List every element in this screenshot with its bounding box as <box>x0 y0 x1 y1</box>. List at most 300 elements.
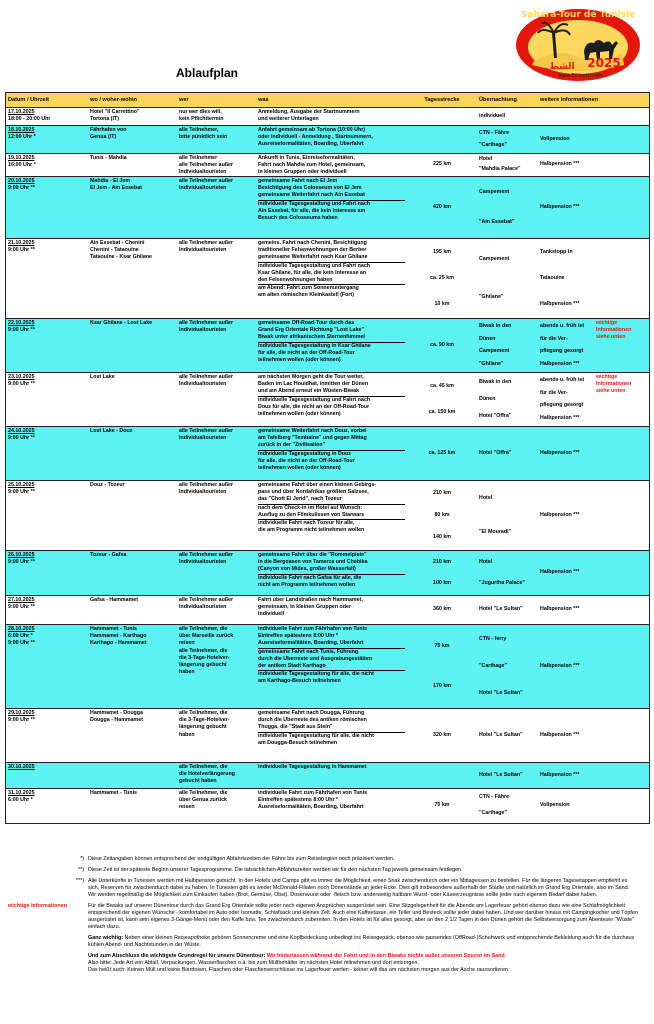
cell-line: Tunis - Mahdia <box>90 155 127 161</box>
activity-cell <box>256 481 407 550</box>
cell-line: Biwak unter afrikanischem Sternenhimmel <box>258 334 405 342</box>
overnight-cell <box>477 319 538 372</box>
cell-line: gemeinsame Fahrt über die "Rommelpiste" <box>258 552 367 558</box>
info-cell <box>538 763 651 788</box>
cell-line: Tozeur - Gafsa <box>90 552 127 558</box>
info-main <box>540 155 649 175</box>
cell-line: Halbpension *** <box>540 731 580 738</box>
distance-cell <box>407 709 477 762</box>
cell-line: Besuch des Colosseums haben <box>258 215 338 222</box>
overnight-cell <box>477 177 538 238</box>
info-main <box>540 109 649 124</box>
cell-line: ca. 150 km <box>428 408 456 415</box>
cell-line: Halbpension *** <box>540 606 580 613</box>
cell-line: 30.10.2025 <box>8 764 35 770</box>
cell-line: Ausreiseformalitäten, Boarding, Überfahrt <box>258 141 364 148</box>
cell-line: 9:00 Uhr ** <box>8 640 35 647</box>
cell-line: Informationen <box>596 381 632 388</box>
cell-line: oder individuell - Anmeldung , Startnummern, <box>258 134 373 141</box>
cell-line: Ksar Ghilane, für alle, die kein Interesse an <box>258 269 367 276</box>
cell-line: für die Ver- <box>540 335 568 342</box>
date-cell <box>6 481 88 550</box>
cell-line: gemeinsame Fahrt nach El Jem <box>258 178 338 184</box>
distance-cell <box>407 551 477 595</box>
cell-line: gemeinsame Weiterfahrt nach Ain Essebat <box>258 192 405 200</box>
cell-line: pflegung gesorgt <box>540 402 584 409</box>
cell-line: das "Chott El Jerid", nach Tozeur <box>258 496 405 504</box>
cell-line: für alle, die nicht an der Off-Road-Tour <box>258 457 355 464</box>
distance-cell <box>407 427 477 480</box>
cell-line: Dünen <box>479 335 496 342</box>
cell-line: Hotel "Le Sultan" <box>479 689 523 696</box>
footnote-2 <box>8 867 638 874</box>
cell-line: 21.10.2025 <box>8 240 35 246</box>
distance-cell <box>407 319 477 372</box>
date-cell <box>6 126 88 153</box>
cell-line: Halbpension *** <box>540 662 580 669</box>
cell-line: 6:00 Uhr * <box>8 797 33 804</box>
cell-line: 18.10.2025 <box>8 127 35 133</box>
table-row <box>6 126 649 154</box>
info-cell <box>538 625 651 708</box>
distance-cell <box>407 789 477 823</box>
footnote-important <box>8 903 638 974</box>
distance-cell <box>407 373 477 426</box>
info-main <box>540 428 649 479</box>
cell-line: Tataouine <box>540 274 565 281</box>
cell-line: 29.10.2025 <box>8 710 35 716</box>
cell-line: gemeinsam, in kleinen Gruppen oder <box>258 604 352 611</box>
cell-line: Individualtouristen <box>179 559 227 566</box>
cell-line: 27.10.2025 <box>8 597 35 603</box>
cell-line: 23.10.2025 <box>8 374 35 380</box>
footnote-text: Alle Unterkünfte in Tunesien werden mit Halbpension gebucht. In den Hotels und Camps gibt es immer die Möglichkeit, einen Snak zwischendurch oder ein Mittagessen zu bestellen. Für die längeren Tagesetappen empfiehlt es sich, Reserven für zwischendurch dabei zu haben. In Tunesien gibt es weder McDonald-Filialen noch Dönerstände an jeder Ecke. Dies gilt insbesondere außerhalb der Städte und natürlich im Grand Erg Orientale, also im Sand. Wir werden regelmäßig die Möglichkeit zum Einkaufen haben (Brot, Gemüse, Obst). Dosenwurst oder -fleisch bzw. anderweitig haltbare Wurst- oder Käseerzeugnisse sollte jeder nach eigenem Bedarf dabei haben. <box>88 878 630 898</box>
activity-cell <box>256 319 407 372</box>
cell-line: Fahrt nach Mahdia zum Hotel, gemeinsam, <box>258 162 366 169</box>
cell-line: 24.10.2025 <box>8 428 35 434</box>
cell-line: "El Mouradi" <box>479 528 512 535</box>
table-row <box>6 551 649 596</box>
footnote-1 <box>8 856 638 863</box>
col-date: Datum / Uhrzeit <box>8 97 50 103</box>
table-row <box>6 596 649 625</box>
info-main <box>540 240 649 317</box>
cell-line: Grand Erg Orientale Richtung "Lost Lake" <box>258 327 364 334</box>
info-cell <box>538 126 651 153</box>
activity-cell <box>256 239 407 318</box>
cell-line: nur wer dies will, <box>179 109 222 115</box>
cell-line: Hotel <box>479 558 493 565</box>
cell-line: Halbpension *** <box>540 361 580 368</box>
date-cell <box>6 319 88 372</box>
participants-cell <box>177 177 256 238</box>
cell-line: Eintreffen spätestens 8:00 Uhr * <box>258 797 339 804</box>
participants-cell <box>177 108 256 125</box>
table-row <box>6 239 649 319</box>
cell-line: reisen <box>179 640 195 647</box>
cell-line: 18:00 - 20:00 Uhr <box>8 116 51 123</box>
cell-line: 75 km <box>434 642 450 649</box>
cell-line: Hotel "Offra" <box>479 449 512 456</box>
footnote-text: Neben einer kleinen Reiseapotheke gehören Sonnencreme und eine Kopfbedeckung unbedingt ins Reisegepäck, ebenso wie passendes (OffRoad-)Schuhwerk und entsprechende Bekleidung auch für die durchaus kühlen Abend- und Nachtstunden in der Wüste. <box>88 935 635 948</box>
cell-line: 20.10.2025 <box>8 178 35 184</box>
cell-line: Vollpension <box>540 135 570 142</box>
date-cell <box>6 154 88 176</box>
info-cell <box>538 177 651 238</box>
distance-cell <box>407 239 477 318</box>
info-cell <box>538 373 651 426</box>
route-cell <box>88 427 177 480</box>
distance-cell <box>407 126 477 153</box>
info-cell <box>538 319 651 372</box>
route-cell <box>88 789 177 823</box>
cell-line: Informationen <box>596 327 632 334</box>
info-cell <box>538 709 651 762</box>
cell-line: ca. 90 km <box>430 341 454 348</box>
cell-line: Hotel "Offra" <box>479 412 512 419</box>
footnote-text: Diese Zeitangaben können entsprechend der endgültigen Abfahrtszeiten der Fähre bis zum Reisebeginn noch präzisiert werden. <box>88 856 395 862</box>
cell-line: alle Teilnehmer außer <box>179 240 234 246</box>
table-row <box>6 709 649 763</box>
cell-line: individuelle Tagesgestaltung für alle, die nicht <box>258 671 374 678</box>
important-label: wichtige Informationen <box>8 903 67 909</box>
overnight-cell <box>477 709 538 762</box>
cell-line: pflegung gesorgt <box>540 348 584 355</box>
cell-line: "Ghilane" <box>479 361 504 368</box>
sahara-tour-logo <box>512 3 644 83</box>
col-distance: Tagesstrecke <box>424 97 460 103</box>
overnight-cell <box>477 427 538 480</box>
cell-line: Hotel "Le Sultan" <box>479 771 523 778</box>
route-cell <box>88 596 177 624</box>
cell-line: durch die Überreste des antiken römischen <box>258 717 367 724</box>
cell-line: längerung gebucht <box>179 662 227 669</box>
cell-line: Individualtouristen <box>179 247 227 254</box>
cell-line: haben <box>179 731 195 738</box>
cell-line: Dougga - Hammamet <box>90 717 143 724</box>
cell-line: haben <box>179 669 195 676</box>
cell-line: 360 km <box>433 606 451 613</box>
cell-line: individuelle Tagesgestaltung in Hammamet <box>258 764 367 770</box>
cell-line: Besichtigung des Colosseum von El Jem <box>258 185 362 192</box>
route-cell <box>88 481 177 550</box>
cell-line: alle Teilnehmer außer <box>179 428 234 434</box>
cell-line: alle Teilnehmer, die <box>179 710 228 716</box>
cell-line: gemeinsame Fahrt nach Tunis, Führung <box>258 648 359 655</box>
cell-line: Halbpension *** <box>540 771 580 778</box>
schedule-table <box>5 92 650 824</box>
cell-line: gebucht haben <box>179 778 217 785</box>
cell-line: gemeinsame Weiterfahrt nach Douz, vorbei <box>258 428 367 434</box>
cell-line: der antiken Stadt Karthago <box>258 663 405 671</box>
cell-line: am Abend: Fahrt zum Sonnenuntergang <box>258 285 359 292</box>
col-overnight: Übernachtung <box>479 97 517 103</box>
cell-line: Ksar Ghilane - Lost Lake <box>90 320 153 326</box>
cell-line: "Jugurtha Palace" <box>479 579 525 586</box>
cell-line: 9:00 Uhr ** <box>8 489 35 496</box>
activity-cell <box>256 763 407 788</box>
cell-line: Karthago - Hammamet <box>90 640 147 647</box>
cell-line: Ausreiseformalitäten, Boarding, Überfahrt <box>258 804 364 811</box>
cell-line: längerung gebucht <box>179 724 227 731</box>
cell-line: Hammamet - Karthago <box>90 633 147 640</box>
cell-line: individuell <box>258 611 285 618</box>
activity-cell <box>256 108 407 125</box>
cell-line: individuelle Tagesgestaltung und Fahrt nach <box>258 200 371 207</box>
cell-line: individuelle Tagesgestaltung in Ksar Ghilane <box>258 342 371 349</box>
cell-line: Individualtouristen <box>179 604 227 611</box>
cell-line: individuelle Fahrt nach Tozeur für alle, <box>258 520 355 527</box>
route-cell <box>88 108 177 125</box>
cell-line: Campement <box>479 189 510 196</box>
cell-line: individuelle Tagesgestaltung und Fahrt nach <box>258 396 371 403</box>
cell-line: kein Pflichttermin <box>179 116 224 123</box>
emphasis: Und zum Abschluss die wichtigste Grundregel für unsere Dünentour: <box>88 953 266 959</box>
overnight-cell <box>477 789 538 823</box>
cell-line: 210 km <box>433 489 451 496</box>
cell-line: alle Teilnehmer außer <box>179 178 234 184</box>
overnight-cell <box>477 239 538 318</box>
cell-line: Chenini - Tataouine <box>90 247 139 254</box>
table-row <box>6 789 649 823</box>
cell-line: Tataouine - Ksar Ghilane <box>90 254 153 261</box>
cell-line: alle Teilnehmer, die <box>179 764 228 770</box>
cell-line: siehe unten <box>596 334 626 341</box>
cell-line: CTN - ferry <box>479 635 507 642</box>
cell-line: teilnehmen wollen (oder können) <box>258 411 341 418</box>
cell-line: 225 km <box>433 161 451 168</box>
participants-cell <box>177 625 256 708</box>
table-row <box>6 481 649 551</box>
cell-line: 320 km <box>433 731 451 738</box>
info-main <box>540 127 649 152</box>
info-cell <box>538 551 651 595</box>
overnight-cell <box>477 373 538 426</box>
cell-line: 12:00 Uhr * <box>8 134 36 141</box>
cell-line: abends u. früh ist <box>540 322 585 329</box>
cell-line: "Ain Essebat" <box>479 218 515 225</box>
cell-line: Douz für alle, die nicht an der Off-Road-Tour <box>258 403 370 410</box>
distance-cell <box>407 481 477 550</box>
col-where: wo / woher-wohin <box>90 97 137 103</box>
cell-line: Hammamet - Tunis <box>90 790 137 796</box>
cell-line: 210 km <box>433 558 451 565</box>
cell-line: Baden im Lac Houidhat, inmitten der Dünen <box>258 381 369 388</box>
cell-line: 9:00 Uhr ** <box>8 559 35 566</box>
cell-line: gemeinsame Weiterfahrt nach Ksar Ghilane <box>258 254 405 262</box>
footnote-text: Das heißt auch: Keinen Müll und keine Bierdosen, Flaschen oder Flaschenverschlüsse ins Lagerfeuer werfen - keiner will das am nächsten morgen aus der Asche raussortieren. <box>88 967 510 973</box>
distance-cell <box>407 108 477 125</box>
footnote-text: Also bitte: Jede Art von Abfall, Verpackungen, Wasserflaschen o.ä. bis zum Müllbehälter im nächsten Hotel mitnehmen und dort entsorgen. <box>88 960 419 966</box>
cell-line: Fährhafen von <box>90 127 127 133</box>
cell-line: 9:00 Uhr ** <box>8 604 35 611</box>
cell-line: über Genua zurück <box>179 797 227 804</box>
cell-line: Hotel <box>479 156 493 163</box>
participants-cell <box>177 239 256 318</box>
activity-cell <box>256 373 407 426</box>
cell-line: Fahrt über Landstraßen nach Hammamet, <box>258 597 363 603</box>
cell-line: bitte pünktlich sein <box>179 134 228 141</box>
table-row <box>6 763 649 789</box>
cell-line: am Dougga-Besuch teilnehmen <box>258 739 338 746</box>
cell-line: wichtige <box>596 374 618 380</box>
cell-line: Eintreffen spätestens 8:00 Uhr * <box>258 633 339 640</box>
cell-line: CTN - Fähre <box>479 129 510 136</box>
cell-line: ca. 125 km <box>428 449 456 456</box>
cell-line: ca. 25 km <box>430 274 454 281</box>
cell-line: 420 km <box>433 203 451 210</box>
route-cell <box>88 625 177 708</box>
participants-cell <box>177 319 256 372</box>
distance-cell <box>407 177 477 238</box>
cell-line: am alten römischen Kleinkastell (Fort) <box>258 292 354 299</box>
cell-line: Thugga, die "Stadt aus Stein" <box>258 724 405 732</box>
date-cell <box>6 177 88 238</box>
cell-line: Individualtouristen <box>179 169 227 176</box>
route-cell <box>88 709 177 762</box>
activity-cell <box>256 709 407 762</box>
cell-line: 195 km <box>433 249 451 256</box>
overnight-cell <box>477 108 538 125</box>
cell-line: traditioneller Felsenwohnungen der Berber <box>258 247 367 254</box>
cell-line: über Marseille zurück <box>179 633 234 640</box>
cell-line: (Canyon von Mides, großer Wasserfall) <box>258 566 405 574</box>
cell-line: 10 km <box>434 300 450 307</box>
cell-line: Gafsa - Hammamet <box>90 597 138 603</box>
info-cell <box>538 481 651 550</box>
cell-line: 9:00 Uhr ** <box>8 327 35 334</box>
participants-cell <box>177 481 256 550</box>
cell-line: Ankunft in Tunis, Einreiseformalitäten, <box>258 155 355 161</box>
cell-line: individuelle Tagesgestaltung und Fahrt nach <box>258 262 371 269</box>
table-body <box>6 108 649 823</box>
col-info: weitere Informationen <box>540 97 599 103</box>
route-cell <box>88 177 177 238</box>
table-header <box>6 93 649 108</box>
cell-line: und weiterer Unterlagen <box>258 116 319 123</box>
cell-line: 6:00 Uhr * <box>8 633 33 640</box>
participants-cell <box>177 763 256 788</box>
route-cell <box>88 551 177 595</box>
cell-line: "Carthage" <box>479 662 507 669</box>
page-title: Ablaufplan <box>176 66 238 80</box>
cell-line: Halbpension *** <box>540 569 580 576</box>
participants-cell <box>177 596 256 624</box>
table-row <box>6 154 649 177</box>
overnight-cell <box>477 551 538 595</box>
distance-cell <box>407 596 477 624</box>
activity-cell <box>256 596 407 624</box>
info-main <box>540 790 649 822</box>
cell-line: Lost Lake <box>90 374 115 380</box>
logo-url: www.ElChott.com <box>558 73 602 79</box>
cell-line: 25.10.2025 <box>8 482 35 488</box>
important-body <box>88 903 638 974</box>
overnight-cell <box>477 596 538 624</box>
cell-line: zurück in der "Zivilisation" <box>258 442 405 450</box>
cell-line: CTN - Fähre <box>479 794 510 801</box>
participants-cell <box>177 373 256 426</box>
cell-line: Individualtouristen <box>179 381 227 388</box>
activity-cell <box>256 126 407 153</box>
cell-line: 9:00 Uhr ** <box>8 381 35 388</box>
footnote-text <box>88 935 638 949</box>
info-main <box>540 710 649 761</box>
cell-line: Individualtouristen <box>179 185 227 192</box>
cell-line: alle Teilnehmer außer <box>179 482 234 488</box>
route-cell <box>88 763 177 788</box>
logo-arabic: الشط <box>549 62 575 72</box>
cell-line: ca. 45 km <box>430 383 454 390</box>
table-row <box>6 373 649 427</box>
cell-line: Individualtouristen <box>179 489 227 496</box>
cell-line: Mahdia - El Jem <box>90 178 131 184</box>
cell-line: individuelle Fahrt zum Fährhafen von Tunis <box>258 626 368 632</box>
table-row <box>6 427 649 481</box>
cell-line: Hotel "Le Sultan" <box>479 606 523 613</box>
cell-line: Ain Essebat - Chenini <box>90 240 145 246</box>
cell-line: Hammamet - Dougga <box>90 710 143 716</box>
cell-line: am nächsten Morgen geht die Tour weiter, <box>258 374 364 380</box>
cell-line: teilnehmen wollen (oder können) <box>258 357 341 364</box>
cell-line: die Hotelverlängerung <box>179 771 235 778</box>
cell-line: 9:00 Uhr ** <box>8 185 35 192</box>
cell-line: alle Teilnehmer, die <box>179 626 228 632</box>
footnote-mark: ***) <box>75 878 84 884</box>
info-main <box>540 597 649 623</box>
cell-line: wichtige <box>596 320 618 326</box>
table-row <box>6 319 649 373</box>
footnote-text: Für die Biwaks auf unserer Dünentour durch das Grand Erg Orientale sollte jeder nach eigenen Ansprüchen ausgerüstet sein. Eine Sitzgelegenheit für die Abende am Lagerfeuer gehört ebenso dazu wie eine Schlafmöglichkeit entsprechend der eigenen Wünsche - komfortabel im Auto oder Isomatte, Schlafsack und kleines Zelt. Auch eine Kaffeetasse, ein Teller und Besteck sollte jeder dabei haben. Und wer darüber hinaus mit Campingkocher und Töpfen ausgerüstet ist, kann sein eigenes 3-Gänge-Menü oder den Kaffe bzw. Tee zwischendurch zubereiten. In den Hotels ist für alles gesorgt, aber an den 2 1/2 Tagen in den Dünen gehört die Selbstversorgung zum Abenteuer "Wüste" einfach dazu. <box>88 903 638 930</box>
info-main <box>540 178 649 237</box>
cell-line: Campement <box>479 255 510 262</box>
cell-line: Lost Lake - Douz <box>90 428 133 434</box>
cell-line: Tortona (IT) <box>90 116 120 123</box>
info-main <box>540 320 596 371</box>
cell-line: reisen <box>179 804 195 811</box>
col-who: wer <box>179 97 189 103</box>
activity-cell <box>256 789 407 823</box>
cell-line: Halbpension *** <box>540 511 580 518</box>
cell-line: gemeinsame Fahrt nach Dougga, Führung <box>258 710 365 716</box>
distance-cell <box>407 763 477 788</box>
route-cell <box>88 319 177 372</box>
cell-line: 26.10.2025 <box>8 552 35 558</box>
date-cell <box>6 763 88 788</box>
participants-cell <box>177 154 256 176</box>
cell-line: abends u. früh ist <box>540 376 585 383</box>
cell-line: 9:00 Uhr ** <box>8 435 35 442</box>
participants-cell <box>177 551 256 595</box>
cell-line: individuelle Tagesgestaltung für alle, die nicht <box>258 732 374 739</box>
emphasis-red: Wir hinterlassen während der Fahrt und in den Biwaks nichts außer unseren Spuren im Sand. <box>266 953 507 959</box>
cell-line: pass und über Nordafrikas größten Salzsee, <box>258 489 369 496</box>
route-cell <box>88 126 177 153</box>
cell-line: Halbpension *** <box>540 415 580 422</box>
activity-cell <box>256 154 407 176</box>
activity-cell <box>256 625 407 708</box>
cell-line: 75 km <box>434 802 450 809</box>
footnotes <box>8 856 638 978</box>
route-cell <box>88 154 177 176</box>
cell-line: Halbpension *** <box>540 300 580 307</box>
cell-line: die 3-Tage-Hotelver- <box>179 717 230 724</box>
cell-line: alle Teilnehmer, die <box>179 647 228 654</box>
info-cell <box>538 108 651 125</box>
cell-line: Anmeldung, Ausgabe der Startnummern <box>258 109 360 115</box>
cell-line: alle Teilnehmer, die <box>179 790 228 796</box>
emphasis: Ganz wichtig: <box>88 935 124 941</box>
